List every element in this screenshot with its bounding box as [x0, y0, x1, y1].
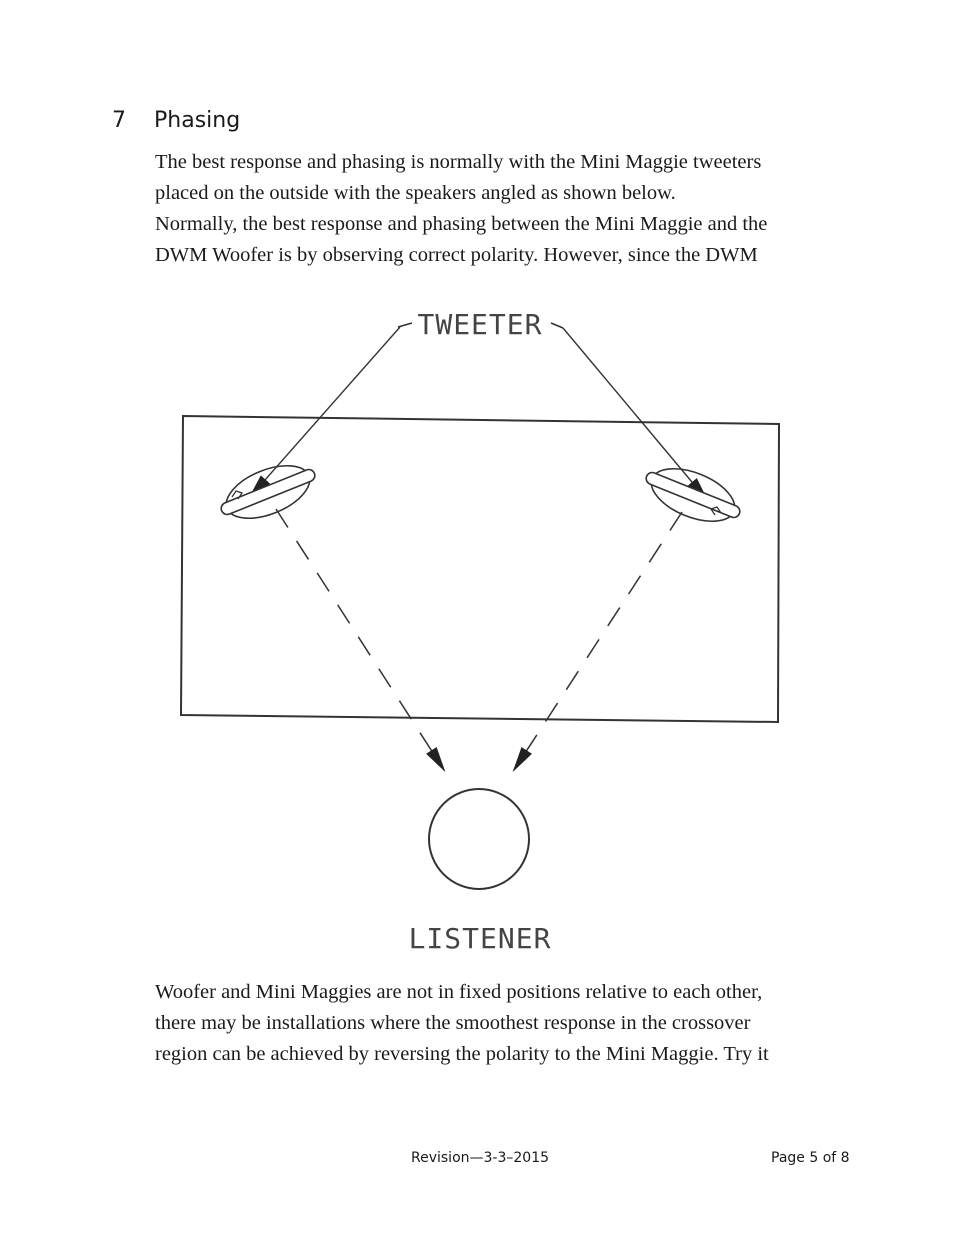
left-speaker-panel — [219, 468, 316, 517]
right-speaker — [644, 458, 742, 532]
section-title: Phasing — [154, 108, 241, 133]
paragraph-line: DWM Woofer is by observing correct polarity. However, since the DWM — [155, 244, 758, 266]
speaker-placement-svg — [170, 300, 790, 960]
tweeter-leader-right-tick — [551, 323, 563, 328]
paragraph-line: Woofer and Mini Maggies are not in fixed positions relative to each other, — [155, 981, 763, 1003]
left-speaker — [219, 455, 317, 529]
right-speaker-panel — [644, 471, 741, 520]
continuation-paragraph — [155, 977, 769, 1070]
paragraph-line: The best response and phasing is normally with the Mini Maggie tweeters — [155, 151, 762, 173]
speaker-placement-diagram — [170, 300, 790, 960]
tweeter-leader-left-tick — [398, 323, 412, 327]
tweeter-arrow-right — [563, 328, 707, 500]
section-heading — [112, 106, 240, 136]
footer-page-number: Page 5 of 8 — [771, 1150, 850, 1166]
listener-circle — [429, 789, 529, 889]
paragraph-line: Normally, the best response and phasing between the Mini Maggie and the — [155, 213, 768, 235]
paragraph-line: placed on the outside with the speakers angled as shown below. — [155, 182, 676, 204]
right-sound-path — [514, 512, 682, 770]
tweeter-arrow-left — [250, 327, 400, 497]
left-sound-path — [276, 509, 444, 770]
tweeter-label: TWEETER — [417, 308, 543, 341]
footer-revision: Revision—3-3–2015 — [411, 1150, 550, 1166]
section-number: 7 — [112, 108, 126, 133]
intro-paragraph — [155, 147, 767, 271]
listener-label: LISTENER — [408, 922, 552, 955]
room-outline — [181, 416, 779, 722]
paragraph-line: region can be achieved by reversing the polarity to the Mini Maggie. Try it — [155, 1043, 769, 1065]
paragraph-line: there may be installations where the smoothest response in the crossover — [155, 1012, 751, 1034]
